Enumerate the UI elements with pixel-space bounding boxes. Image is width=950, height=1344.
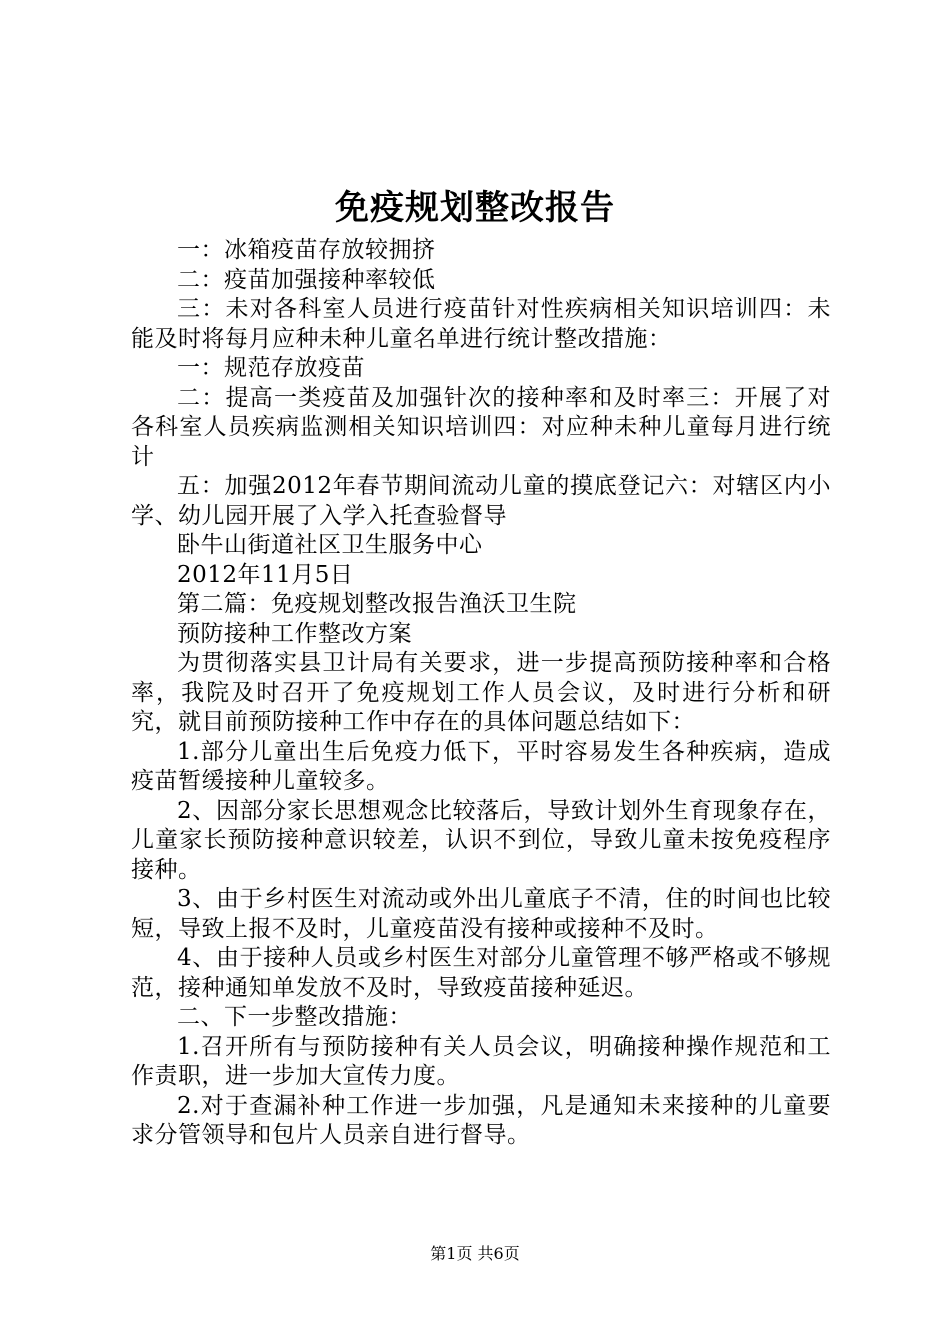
document-body — [131, 236, 831, 1151]
paragraph: 一：冰箱疫苗存放较拥挤 — [177, 237, 436, 263]
section-heading: 第二篇：免疫规划整改报告渔沃卫生院 — [177, 591, 577, 617]
paragraph: 4、由于接种人员或乡村医生对部分儿童管理不够严格或不够规范，接种通知单发放不及时，导致疫苗接种延迟。 — [131, 945, 831, 1001]
section-subheading: 预防接种工作整改方案 — [177, 620, 412, 647]
paragraph: 三：未对各科室人员进行疫苗针对性疾病相关知识培训四：未能及时将每月应种未种儿童名单进行统计整改措施： — [131, 296, 831, 352]
document-title: 免疫规划整改报告 — [335, 188, 615, 228]
paragraph: 1.召开所有与预防接种有关人员会议，明确接种操作规范和工作责职，进一步加大宣传力度。 — [131, 1033, 831, 1089]
paragraph: 为贯彻落实县卫计局有关要求，进一步提高预防接种率和合格率，我院及时召开了免疫规划工作人员会议，及时进行分析和研究，就目前预防接种工作中存在的具体问题总结如下： — [131, 650, 831, 735]
signature-organization: 卧牛山街道社区卫生服务中心 — [177, 532, 483, 558]
paragraph: 二：疫苗加强接种率较低 — [177, 266, 436, 293]
paragraph: 1.部分儿童出生后免疫力低下，平时容易发生各种疾病，造成疫苗暂缓接种儿童较多。 — [131, 738, 831, 794]
paragraph: 一：规范存放疫苗 — [177, 355, 365, 381]
paragraph: 二：提高一类疫苗及加强针次的接种率和及时率三：开展了对各科室人员疾病监测相关知识培训四：对应种未种儿童每月进行统计 — [131, 384, 831, 470]
paragraph: 2.对于查漏补种工作进一步加强，凡是通知未来接种的儿童要求分管领导和包片人员亲自进行督导。 — [131, 1092, 831, 1148]
section-heading: 二、下一步整改措施： — [177, 1004, 412, 1030]
paragraph: 五：加强2012年春节期间流动儿童的摸底登记六：对辖区内小学、幼儿园开展了入学入托查验督导 — [131, 473, 831, 529]
page-footer: 第1页 共6页 — [430, 1244, 520, 1263]
signature-date: 2012年11月5日 — [177, 561, 354, 588]
paragraph: 3、由于乡村医生对流动或外出儿童底子不清，住的时间也比较短，导致上报不及时，儿童疫苗没有接种或接种不及时。 — [131, 886, 831, 942]
paragraph: 2、因部分家长思想观念比较落后，导致计划外生育现象存在，儿童家长预防接种意识较差，认识不到位，导致儿童未按免疫程序接种。 — [131, 797, 831, 883]
